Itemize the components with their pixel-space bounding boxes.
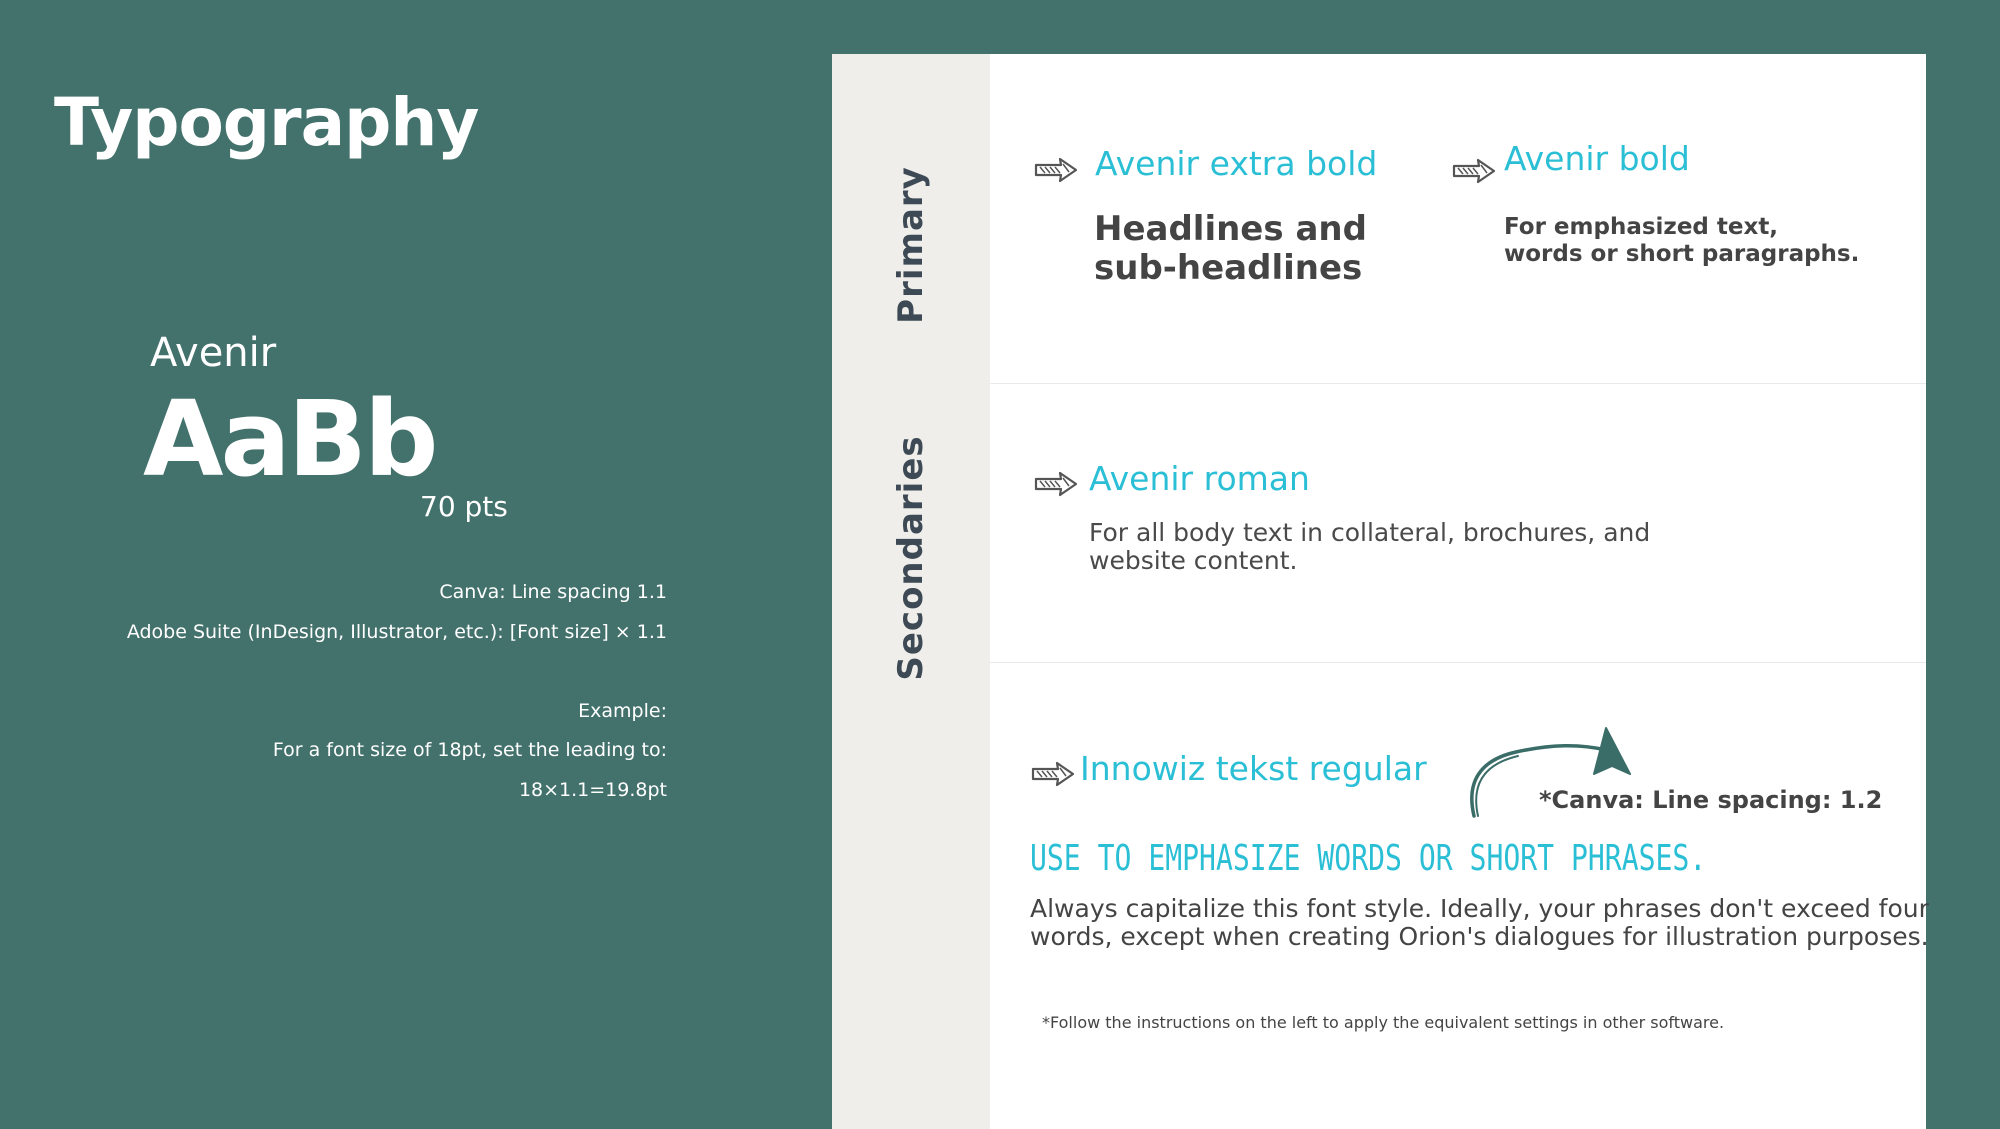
innowiz-description (1030, 895, 1929, 951)
style-title-bold: Avenir bold (1504, 139, 1690, 178)
specimen-size: 70 pts (420, 490, 508, 523)
description-line: website content. (1089, 546, 1298, 575)
hand-drawn-arrow-icon (1030, 759, 1076, 789)
canva-spacing-note: Canva: Line spacing 1.1 (439, 581, 667, 603)
secondaries-section-label: Secondaries (891, 435, 931, 681)
hand-drawn-arrow-icon (1033, 469, 1079, 499)
specimen-sample: AaBb (143, 378, 436, 500)
example-text: For a font size of 18pt, set the leading to: (272, 739, 667, 761)
example-label: Example: (578, 699, 667, 722)
roman-description (1089, 519, 1650, 575)
bold-description (1504, 214, 1859, 268)
style-title-roman: Avenir roman (1089, 459, 1310, 498)
hand-drawn-arrow-icon (1451, 156, 1497, 186)
description-line: For emphasized text, (1504, 214, 1779, 240)
description-line: words or short paragraphs. (1504, 241, 1860, 267)
description-line: words, except when creating Orion's dialogues for illustration purposes. (1030, 922, 1929, 951)
section-divider (990, 383, 1926, 384)
page-title: Typography (54, 84, 479, 161)
description-line: Always capitalize this font style. Ideally, your phrases don't exceed four (1030, 894, 1929, 923)
description-line: sub-headlines (1094, 248, 1363, 288)
innowiz-sample: USE TO EMPHASIZE WORDS OR SHORT PHRASES. (1030, 838, 1707, 879)
style-title-innowiz: Innowiz tekst regular (1080, 749, 1427, 788)
line-spacing-notes (100, 573, 667, 810)
example-calculation: 18×1.1=19.8pt (518, 778, 667, 801)
primary-section-label: Primary (891, 166, 931, 324)
specimen-font-name: Avenir (150, 330, 277, 376)
adobe-spacing-note: Adobe Suite (InDesign, Illustrator, etc.): [Font size] × 1.1 (126, 620, 667, 643)
description-line: For all body text in collateral, brochures, and (1089, 518, 1651, 547)
spacer (100, 652, 667, 692)
style-title-extra-bold: Avenir extra bold (1095, 144, 1378, 183)
section-divider (990, 662, 1926, 663)
innowiz-canva-note: *Canva: Line spacing: 1.2 (1539, 786, 1883, 814)
extra-bold-description (1094, 210, 1367, 288)
footnote: *Follow the instructions on the left to apply the equivalent settings in other software. (1042, 1013, 1725, 1032)
description-line: Headlines and (1094, 209, 1367, 249)
hand-drawn-arrow-icon (1033, 155, 1079, 185)
